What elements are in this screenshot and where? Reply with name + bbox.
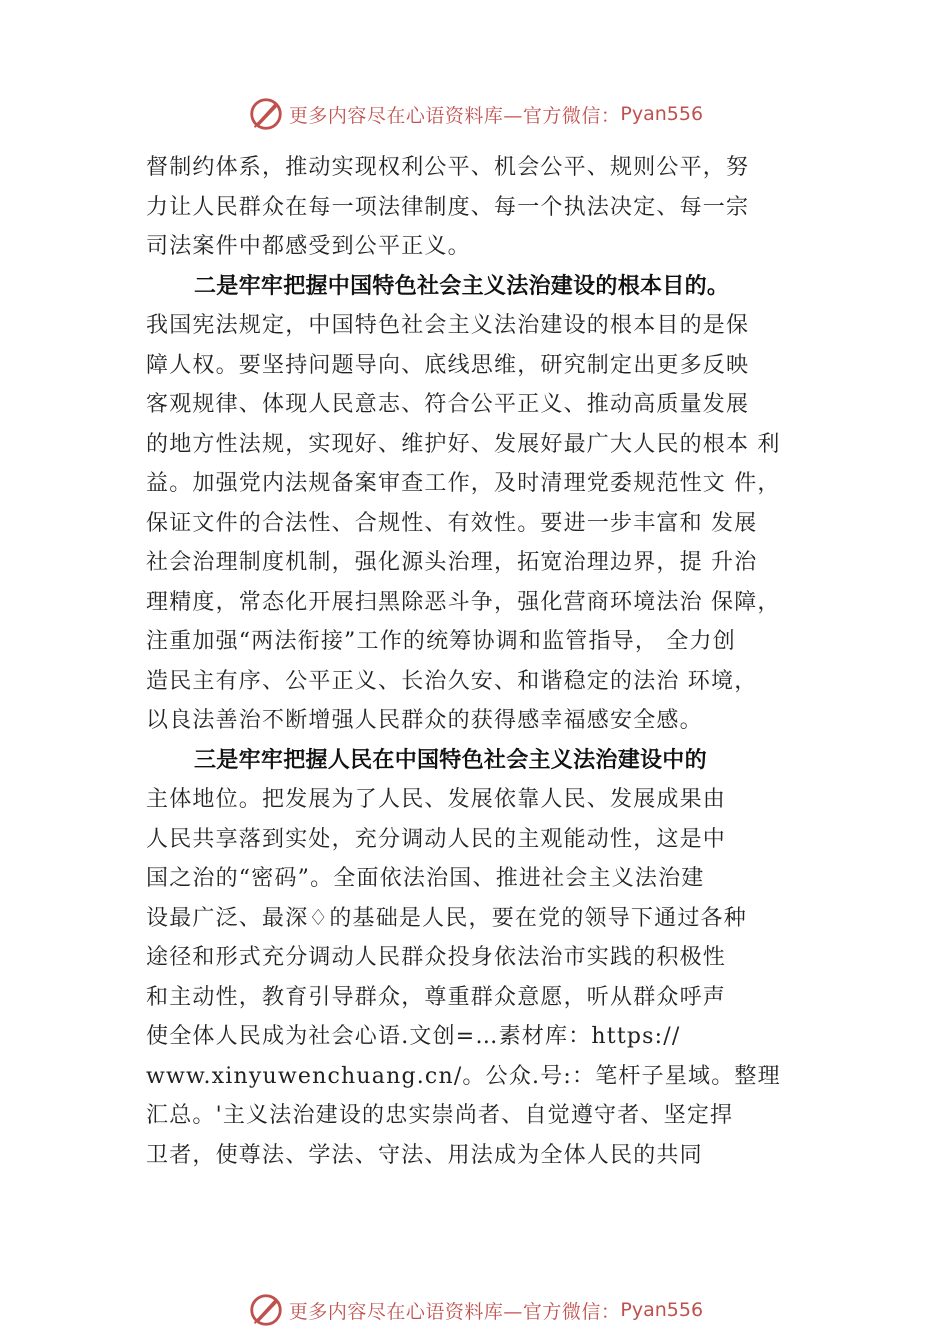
text-line: 力让人民群众在每一项法律制度、每一个执法决定、每一宗 [146,194,750,220]
text-line: 障人权。要坚持问题导向、底线思维，研究制定出更多反映 [146,352,750,378]
banner-wechat-id: Pyan556 [620,1299,704,1321]
text-line: 使全体人民成为社会心语.文创=…素材库：https:// [146,1024,681,1049]
document-body [146,148,836,1175]
text-line: 客观规律、体现人民意志、符合公平正义、推动高质量发展 [146,392,750,417]
banner-wechat-id: Pyan556 [620,103,704,125]
text-line: 理精度，常态化开展扫黑除恶斗争，强化营商环境法治 保障， [146,589,781,615]
text-line: 社会治理制度机制，强化源头治理，拓宽治理边界，提 升治 [146,550,758,575]
text-line: 造民主有序、公平正义、长治久安、和谐稳定的法治 环境， [146,668,758,694]
text-line: 人民共享落到实处，充分调动人民的主观能动性，这是中 [146,826,727,852]
text-line: 和主动性，教育引导群众，尊重群众意愿，听从群众呼声 [146,984,727,1010]
text-line: 司法案件中都感受到公平正义。 [146,234,471,259]
text-line: 途径和形式充分调动人民群众投身依法治市实践的积极性 [146,945,727,970]
text-line: 汇总。'主义法治建设的忠实崇尚者、自觉遵守者、坚定捍 [146,1103,734,1128]
text-line: 我国宪法规定，中国特色社会主义法治建设的根本目的是保 [146,313,750,338]
banner-text: 更多内容尽在心语资料库—官方微信： [288,104,621,127]
text-line: 的地方性法规，实现好、维护好、发展好最广大人民的根本 利 [146,431,781,457]
text-line: 注重加强“两法衔接”工作的统筹协调和监管指导， 全力创 [146,629,736,654]
text-line: 益。加强党内法规备案审查工作，及时清理党委规范性文 件， [146,471,781,496]
footer-banner [0,1288,950,1332]
text-line: 卫者，使尊法、学法、守法、用法成为全体人民的共同 [146,1142,703,1168]
banner-text: 更多内容尽在心语资料库—官方微信： [288,1300,621,1323]
text-line: 督制约体系，推动实现权利公平、机会公平、规则公平，努 [146,155,750,180]
text-line: 设最广泛、最深♢的基础是人民，要在党的领导下通过各种 [146,905,747,931]
quill-logo-icon [247,95,285,133]
text-line: 主体地位。把发展为了人民、发展依靠人民、发展成果由 [146,787,727,812]
section-heading: 二是牢牢把握中国特色社会主义法治建设的根本目的。 [194,273,730,299]
quill-logo-icon [247,1291,285,1329]
text-line: 国之治的“密码”。全面依法治国、推进社会主义法治建 [146,866,705,891]
header-banner [0,92,950,136]
section-heading: 三是牢牢把握人民在中国特色社会主义法治建设中的 [194,747,707,773]
text-line: 保证文件的合法性、合规性、有效性。要进一步丰富和 发展 [146,510,758,536]
text-line: 以良法善治不断增强人民群众的获得感幸福感安全感。 [146,708,703,733]
text-line: www.xinyuwenchuang.cn/。公众.号:：笔杆子星域。整理 [146,1063,781,1089]
